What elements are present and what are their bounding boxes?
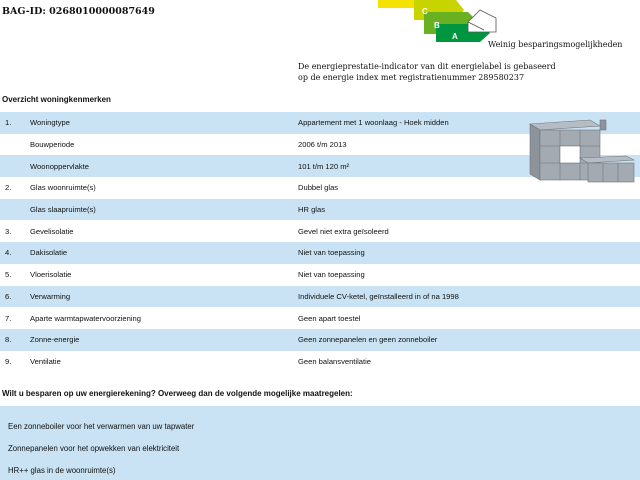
- measures-box: [0, 406, 640, 480]
- label-letter-b: B: [434, 21, 440, 30]
- table-row: [0, 351, 640, 373]
- row-value: HR glas: [298, 205, 326, 215]
- row-number: 1.: [5, 118, 12, 128]
- advice-question: Wilt u besparen op uw energierekening? Overweeg dan de volgende mogelijke maatregelen:: [2, 389, 353, 398]
- label-letter-a: A: [452, 32, 458, 41]
- row-value: Appartement met 1 woonlaag - Hoek midden: [298, 118, 449, 128]
- row-key: Glas slaapruimte(s): [30, 205, 96, 215]
- measure-item: HR++ glas in de woonruimte(s): [8, 466, 116, 475]
- row-value: Niet van toepassing: [298, 270, 365, 280]
- energy-label-graphic: [378, 0, 508, 42]
- row-key: Aparte warmtapwatervoorziening: [30, 313, 142, 323]
- row-key: Dakisolatie: [30, 248, 68, 258]
- row-key: Glas woonruimte(s): [30, 183, 96, 193]
- label-letter-c: C: [422, 7, 428, 16]
- row-key: Gevelisolatie: [30, 226, 74, 236]
- row-number: 4.: [5, 248, 12, 258]
- table-row: [0, 242, 640, 264]
- table-row: [0, 220, 640, 242]
- table-row: [0, 286, 640, 308]
- row-value: Gevel niet extra geïsoleerd: [298, 226, 389, 236]
- section-title: Overzicht woningkenmerken: [2, 95, 111, 104]
- row-value: 101 t/m 120 m²: [298, 161, 350, 171]
- row-number: 9.: [5, 356, 12, 366]
- apartment-building-icon: [528, 118, 636, 184]
- row-value: Geen apart toestel: [298, 313, 361, 323]
- row-key: Woonoppervlakte: [30, 161, 89, 171]
- row-key: Vloerisolatie: [30, 270, 72, 280]
- table-row: [0, 199, 640, 221]
- row-number: 7.: [5, 313, 12, 323]
- measure-item: Een zonneboiler voor het verwarmen van uw tapwater: [8, 422, 195, 431]
- row-value: Individuele CV-ketel, geïnstalleerd in of na 1998: [298, 291, 459, 301]
- table-row: [0, 264, 640, 286]
- explanation-line-1: De energieprestatie-indicator van dit energielabel is gebaseerd: [298, 62, 556, 71]
- label-explanation: [298, 61, 556, 83]
- row-key: Bouwperiode: [30, 140, 75, 150]
- row-number: 5.: [5, 270, 12, 280]
- row-key: Woningtype: [30, 118, 70, 128]
- row-number: 2.: [5, 183, 12, 193]
- savings-note: Weinig besparingsmogelijkheden: [488, 40, 623, 49]
- row-key: Ventilatie: [30, 356, 61, 366]
- table-row: [0, 329, 640, 351]
- table-row: [0, 307, 640, 329]
- row-number: 3.: [5, 226, 12, 236]
- row-number: 8.: [5, 335, 12, 345]
- bag-id: BAG-ID: 0268010000087649: [2, 6, 155, 17]
- row-value: Geen balansventilatie: [298, 356, 372, 366]
- explanation-line-2: op de energie index met registratienummer 289580237: [298, 73, 525, 82]
- row-value: Dubbel glas: [298, 183, 339, 193]
- row-value: 2006 t/m 2013: [298, 140, 347, 150]
- measure-item: Zonnepanelen voor het opwekken van elektriciteit: [8, 444, 180, 453]
- row-key: Verwarming: [30, 291, 71, 301]
- row-number: 6.: [5, 291, 12, 301]
- row-value: Niet van toepassing: [298, 248, 365, 258]
- row-key: Zonne-energie: [30, 335, 80, 345]
- row-value: Geen zonnepanelen en geen zonneboiler: [298, 335, 438, 345]
